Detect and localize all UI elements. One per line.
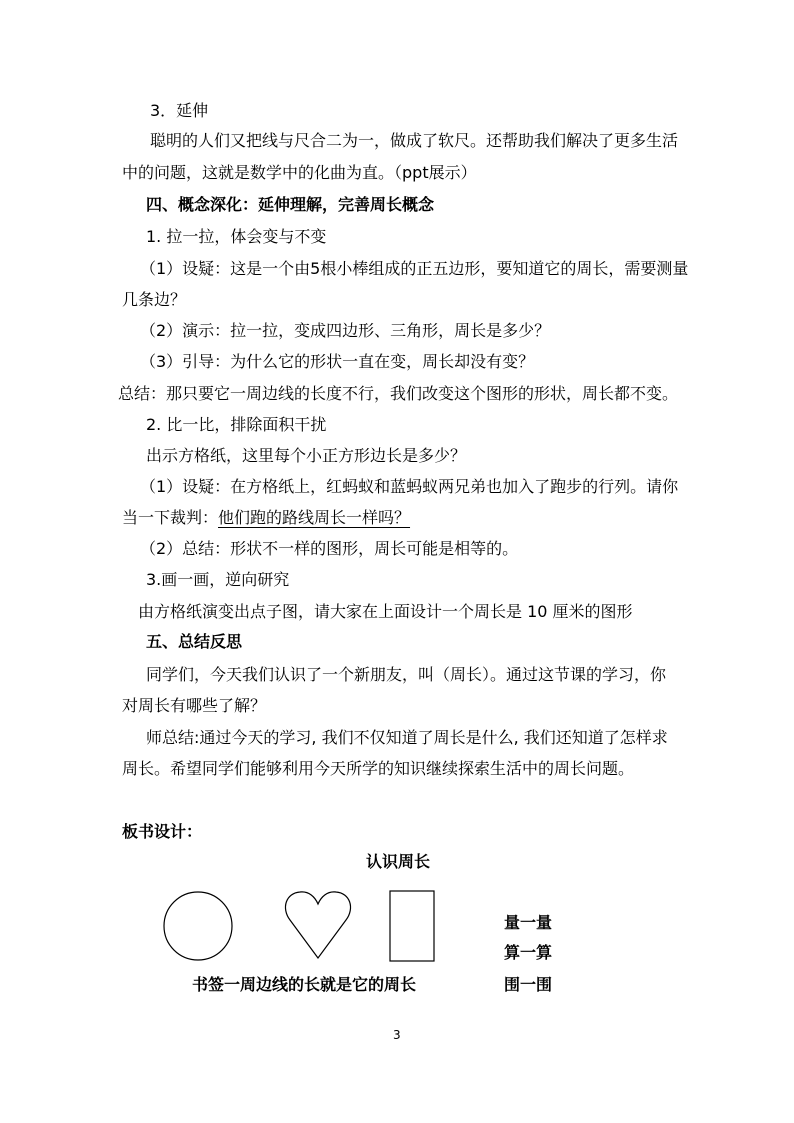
board-caption: 书签一周边线的长就是它的周长	[192, 975, 417, 994]
section-5-paragraph-1-line-1: 同学们，今天我们认识了一个新朋友，叫（周长）。通过这节课的学习，你	[146, 665, 667, 684]
section-4-1-summary: 总结：那只要它一周边线的长度不行，我们改变这个图形的形状，周长都不变。	[118, 384, 679, 403]
section-4-heading: 四、概念深化：延伸理解，完善周长概念	[146, 195, 435, 214]
board-rectangle-shape	[390, 891, 434, 961]
section-5-paragraph-2-line-1: 师总结:通过今天的学习, 我们不仅知道了周长是什么, 我们还知道了怎样求	[146, 728, 668, 747]
page-number: 3	[393, 1028, 401, 1042]
board-method-calculate: 算一算	[504, 943, 553, 962]
section-5-paragraph-1-line-2: 对周长有哪些了解？	[122, 696, 267, 715]
section-4-2-question-2: （2）总结：形状不一样的图形，周长可能是相等的。	[140, 539, 519, 558]
board-method-measure: 量一量	[504, 913, 553, 932]
section-4-1-question-3: （3）引导：为什么它的形状一直在变，周长却没有变？	[140, 352, 535, 371]
board-circle-shape	[164, 892, 232, 960]
board-method-enclose: 围一围	[504, 975, 553, 994]
section-3-paragraph-line-2: 中的问题，这就是数学中的化曲为直。（ppt展示）	[122, 163, 477, 182]
section-5-paragraph-2-line-2: 周长。希望同学们能够利用今天所学的知识继续探索生活中的周长问题。	[122, 759, 635, 778]
section-4-2-question-1-prefix: 当一下裁判：	[122, 508, 219, 527]
section-4-1-title: 1. 拉一拉，体会变与不变	[146, 227, 327, 246]
section-4-2-intro: 出示方格纸，这里每个小正方形边长是多少？	[146, 446, 467, 465]
section-3-title: 3．延伸	[150, 101, 209, 120]
board-design-label: 板书设计：	[122, 822, 203, 841]
section-4-1-question-1-line-1: （1）设疑：这是一个由5根小棒组成的正五边形，要知道它的周长，需要测量	[140, 259, 689, 278]
section-4-2-title: 2. 比一比，排除面积干扰	[146, 415, 327, 434]
section-5-heading: 五、总结反思	[146, 632, 243, 651]
section-4-3-title: 3.画一画，逆向研究	[146, 570, 290, 589]
section-4-2-question-1-line-1: （1）设疑：在方格纸上，红蚂蚁和蓝蚂蚁两兄弟也加入了跑步的行列。请你	[140, 477, 679, 496]
section-4-2-question-1-underlined: 他们跑的路线周长一样吗？	[218, 508, 411, 527]
section-3-paragraph-line-1: 聪明的人们又把线与尺合二为一，做成了软尺。还帮助我们解决了更多生活	[150, 131, 679, 150]
board-heart-shape	[285, 892, 350, 958]
section-4-1-question-1-line-2: 几条边？	[122, 290, 187, 309]
board-title: 认识周长	[366, 852, 431, 871]
section-4-3-text: 由方格纸演变出点子图，请大家在上面设计一个周长是 10 厘米的图形	[138, 602, 633, 621]
section-4-1-question-2: （2）演示：拉一拉，变成四边形、三角形，周长是多少？	[140, 321, 551, 340]
